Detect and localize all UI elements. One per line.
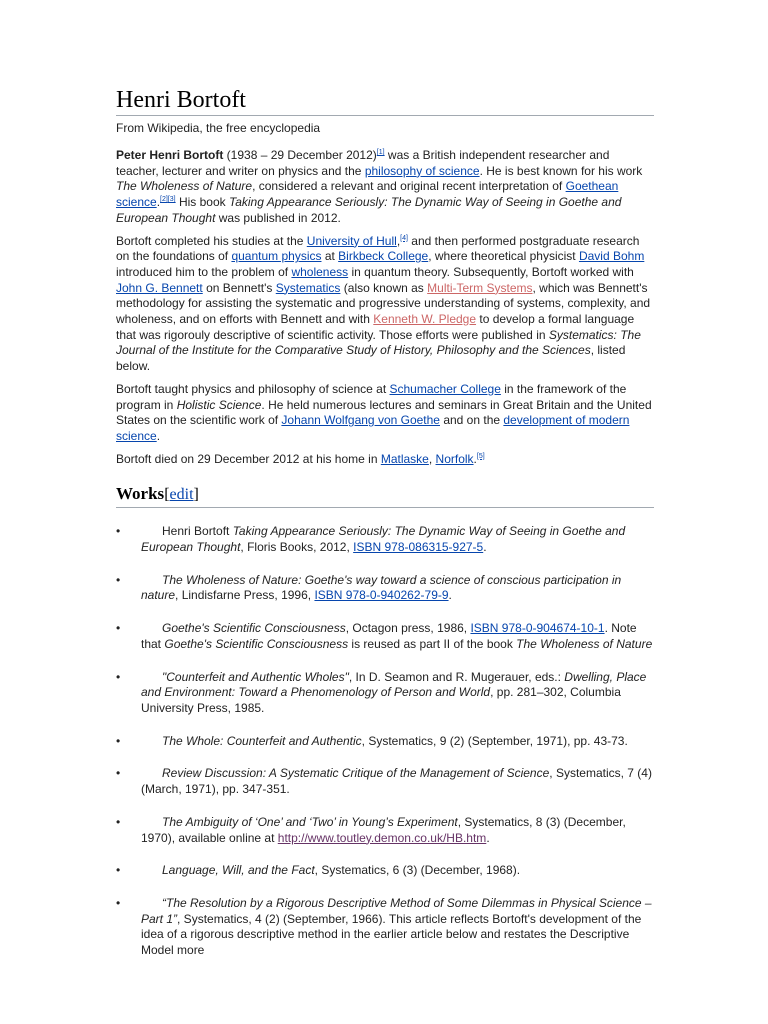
text: , Systematics, 8 (3) (December, 1970), available online at: [141, 814, 626, 845]
text: to develop a formal language that was rigorouly descriptive of scientific activity. Those efforts were published in: [116, 312, 635, 342]
work-title: Review Discussion: A Systematic Critique of the Management of Science: [162, 766, 550, 781]
link-philosophy-of-science[interactable]: philosophy of science: [364, 163, 480, 178]
list-item: [116, 573, 654, 604]
text: ,: [396, 233, 401, 248]
link-matlaske[interactable]: Matlaske: [380, 451, 429, 466]
text: His book: [175, 195, 229, 210]
text: , Lindisfarne Press, 1996,: [175, 588, 315, 603]
text: is reused as part II of the book: [348, 636, 517, 651]
link-birkbeck-college[interactable]: Birkbeck College: [338, 249, 429, 264]
text: introduced him to the problem of: [116, 264, 292, 279]
work-title: The Wholeness of Nature: [116, 179, 253, 194]
text: (1938 – 29 December 2012): [223, 148, 377, 162]
text: Bortoft completed his studies at the: [116, 233, 307, 248]
link-development-of-modern-science[interactable]: development of modern science: [116, 413, 630, 443]
work-title: The Wholeness of Nature: [516, 636, 653, 651]
bracket: [: [164, 486, 170, 504]
work-title: The Ambiguity of ‘One’ and ‘Two’ in Young’s Experiment: [162, 814, 458, 829]
list-item: [116, 766, 654, 797]
ref-link[interactable]: [4]: [400, 234, 408, 242]
text: .: [448, 588, 452, 603]
text: , In D. Seamon and R. Mugerauer, eds.:: [348, 669, 565, 684]
isbn-link[interactable]: ISBN 978-0-940262-79-9: [314, 588, 449, 603]
bullet: •: [116, 621, 121, 636]
link-david-bohm[interactable]: David Bohm: [578, 249, 645, 264]
work-title: The Whole: Counterfeit and Authentic: [162, 733, 362, 748]
link-schumacher-college[interactable]: Schumacher College: [389, 381, 501, 396]
heading-text: Works: [116, 484, 165, 504]
text: , Systematics, 7 (4) (March, 1971), pp. 347-351.: [141, 766, 652, 797]
bullet: •: [116, 814, 121, 829]
work-title: “The Resolution by a Rigorous Descriptive Method of Some Dilemmas in Physical Science – Part 1”: [141, 895, 652, 926]
work-title: Taking Appearance Seriously: The Dynamic Way of Seeing in Goethe and European Thought: [141, 524, 626, 555]
bullet: •: [116, 669, 121, 684]
list-item: [116, 621, 654, 652]
text: .: [156, 195, 161, 210]
bullet: •: [116, 766, 121, 781]
link-goethean-science[interactable]: Goethean science: [116, 179, 619, 210]
text: , listed below.: [116, 343, 626, 374]
ref-4[interactable]: [400, 235, 408, 242]
text: . He held numerous lectures and seminars in Great Britain and the United States on the scientific work of: [116, 397, 652, 428]
works-heading: [116, 483, 654, 508]
link-goethe[interactable]: Johann Wolfgang von Goethe: [281, 413, 440, 428]
text: . He is best known for his work: [479, 163, 643, 178]
text: (also known as: [340, 280, 428, 295]
ref-3[interactable]: [168, 196, 176, 203]
ref-link[interactable]: [1]: [376, 149, 385, 156]
work-title: Dwelling, Place and Environment: Toward a Phenomenology of Person and World: [141, 669, 647, 700]
text: and on the: [439, 413, 504, 428]
text: was published in 2012.: [215, 210, 341, 225]
link-quantum-physics[interactable]: quantum physics: [231, 249, 322, 264]
text: , which was Bennett's methodology for assisting the systematic and progressive understanding of systems, complexity, and wholeness, and on efforts with Bennett and with: [116, 280, 651, 327]
text: , Floris Books, 2012,: [240, 540, 354, 555]
ref-link[interactable]: [3]: [167, 196, 176, 204]
text: , Systematics, 6 (3) (December, 1968).: [314, 863, 521, 878]
text: , considered a relevant and original recent interpretation of: [252, 179, 566, 194]
work-title: The Wholeness of Nature: Goethe's way toward a science of conscious participation in nature: [141, 572, 622, 603]
link-wholeness[interactable]: wholeness: [291, 264, 349, 279]
work-title: Goethe's Scientific Consciousness: [162, 621, 346, 636]
work-title: Goethe's Scientific Consciousness: [164, 636, 349, 651]
journal-title: Systematics: The Journal of the Institute for the Comparative Study of History, Philosophy and the Sciences: [116, 327, 641, 358]
page-title: Henri Bortoft: [116, 86, 654, 116]
intro-paragraph: [116, 148, 654, 227]
text: , Systematics, 4 (2) (September, 1966). This article reflects Bortoft's development of the idea of a rigorous descriptive method in the earlier article below and restates the Descriptive Model more: [141, 911, 642, 958]
ref-5[interactable]: [477, 453, 485, 460]
program-title: Holistic Science: [176, 397, 262, 412]
isbn-link[interactable]: ISBN 978-086315-927-5: [353, 540, 484, 555]
link-john-g-bennett[interactable]: John G. Bennett: [116, 280, 203, 295]
text: at: [321, 249, 339, 264]
link-norfolk[interactable]: Norfolk: [435, 451, 474, 466]
text: , where theoretical physicist: [428, 249, 579, 264]
work-title: "Counterfeit and Authentic Wholes": [162, 669, 349, 684]
site-tagline: From Wikipedia, the free encyclopedia: [116, 121, 321, 135]
link-kenneth-w-pledge[interactable]: Kenneth W. Pledge: [373, 312, 477, 327]
text: in the framework of the program in: [116, 381, 627, 412]
list-item: [116, 524, 654, 555]
text: .: [486, 830, 490, 845]
text: ,: [428, 451, 436, 466]
text: , Systematics, 9 (2) (September, 1971), pp. 43-73.: [361, 733, 628, 748]
bullet: •: [116, 895, 121, 910]
text: .: [483, 540, 487, 555]
list-item: [116, 670, 654, 717]
text: , pp. 281–302, Columbia University Press, 1985.: [141, 685, 621, 715]
death-paragraph: [116, 452, 654, 468]
work-title: Language, Will, and the Fact: [162, 863, 315, 878]
teaching-paragraph: [116, 382, 654, 445]
text: . Note that: [141, 621, 637, 651]
career-paragraph: [116, 234, 654, 375]
bullet: •: [116, 524, 121, 539]
bullet: •: [116, 863, 121, 878]
bracket: ]: [193, 486, 199, 504]
text: Bortoft taught physics and philosophy of science at: [116, 381, 390, 396]
list-item: [116, 863, 654, 879]
text: and then performed postgraduate research on the foundations of: [116, 233, 640, 264]
bullet: •: [116, 572, 121, 587]
text: , Octagon press, 1986,: [345, 621, 471, 636]
text: .: [473, 451, 477, 466]
article: [116, 86, 654, 976]
ref-1[interactable]: [377, 149, 385, 156]
subject-name: Peter Henri Bortoft: [116, 148, 224, 162]
external-link[interactable]: http://www.toutley.demon.co.uk/HB.htm: [277, 830, 487, 845]
bullet: •: [116, 733, 121, 748]
text: was a British independent researcher and teacher, lecturer and writer on physics and the: [116, 148, 610, 178]
ref-link[interactable]: [2]: [160, 196, 168, 204]
works-list: [116, 524, 654, 958]
text: .: [156, 428, 161, 443]
text: Henri Bortoft: [162, 524, 233, 539]
link-university-of-hull[interactable]: University of Hull: [306, 233, 397, 248]
isbn-link[interactable]: ISBN 978-0-904674-10-1: [470, 621, 605, 636]
link-systematics[interactable]: Systematics: [275, 280, 341, 295]
ref-2[interactable]: [160, 196, 168, 203]
text: Bortoft died on 29 December 2012 at his home in: [116, 451, 381, 466]
edit-section-link[interactable]: edit: [169, 486, 194, 504]
text: in quantum theory. Subsequently, Bortoft worked with: [348, 264, 634, 279]
list-item: [116, 896, 654, 959]
link-multi-term-systems[interactable]: Multi-Term Systems: [427, 280, 533, 295]
ref-link[interactable]: [5]: [476, 452, 485, 460]
text: on Bennett's: [202, 280, 276, 295]
work-title: Taking Appearance Seriously: The Dynamic Way of Seeing in Goethe and European Thought: [116, 195, 622, 225]
list-item: [116, 815, 654, 846]
list-item: [116, 734, 654, 750]
